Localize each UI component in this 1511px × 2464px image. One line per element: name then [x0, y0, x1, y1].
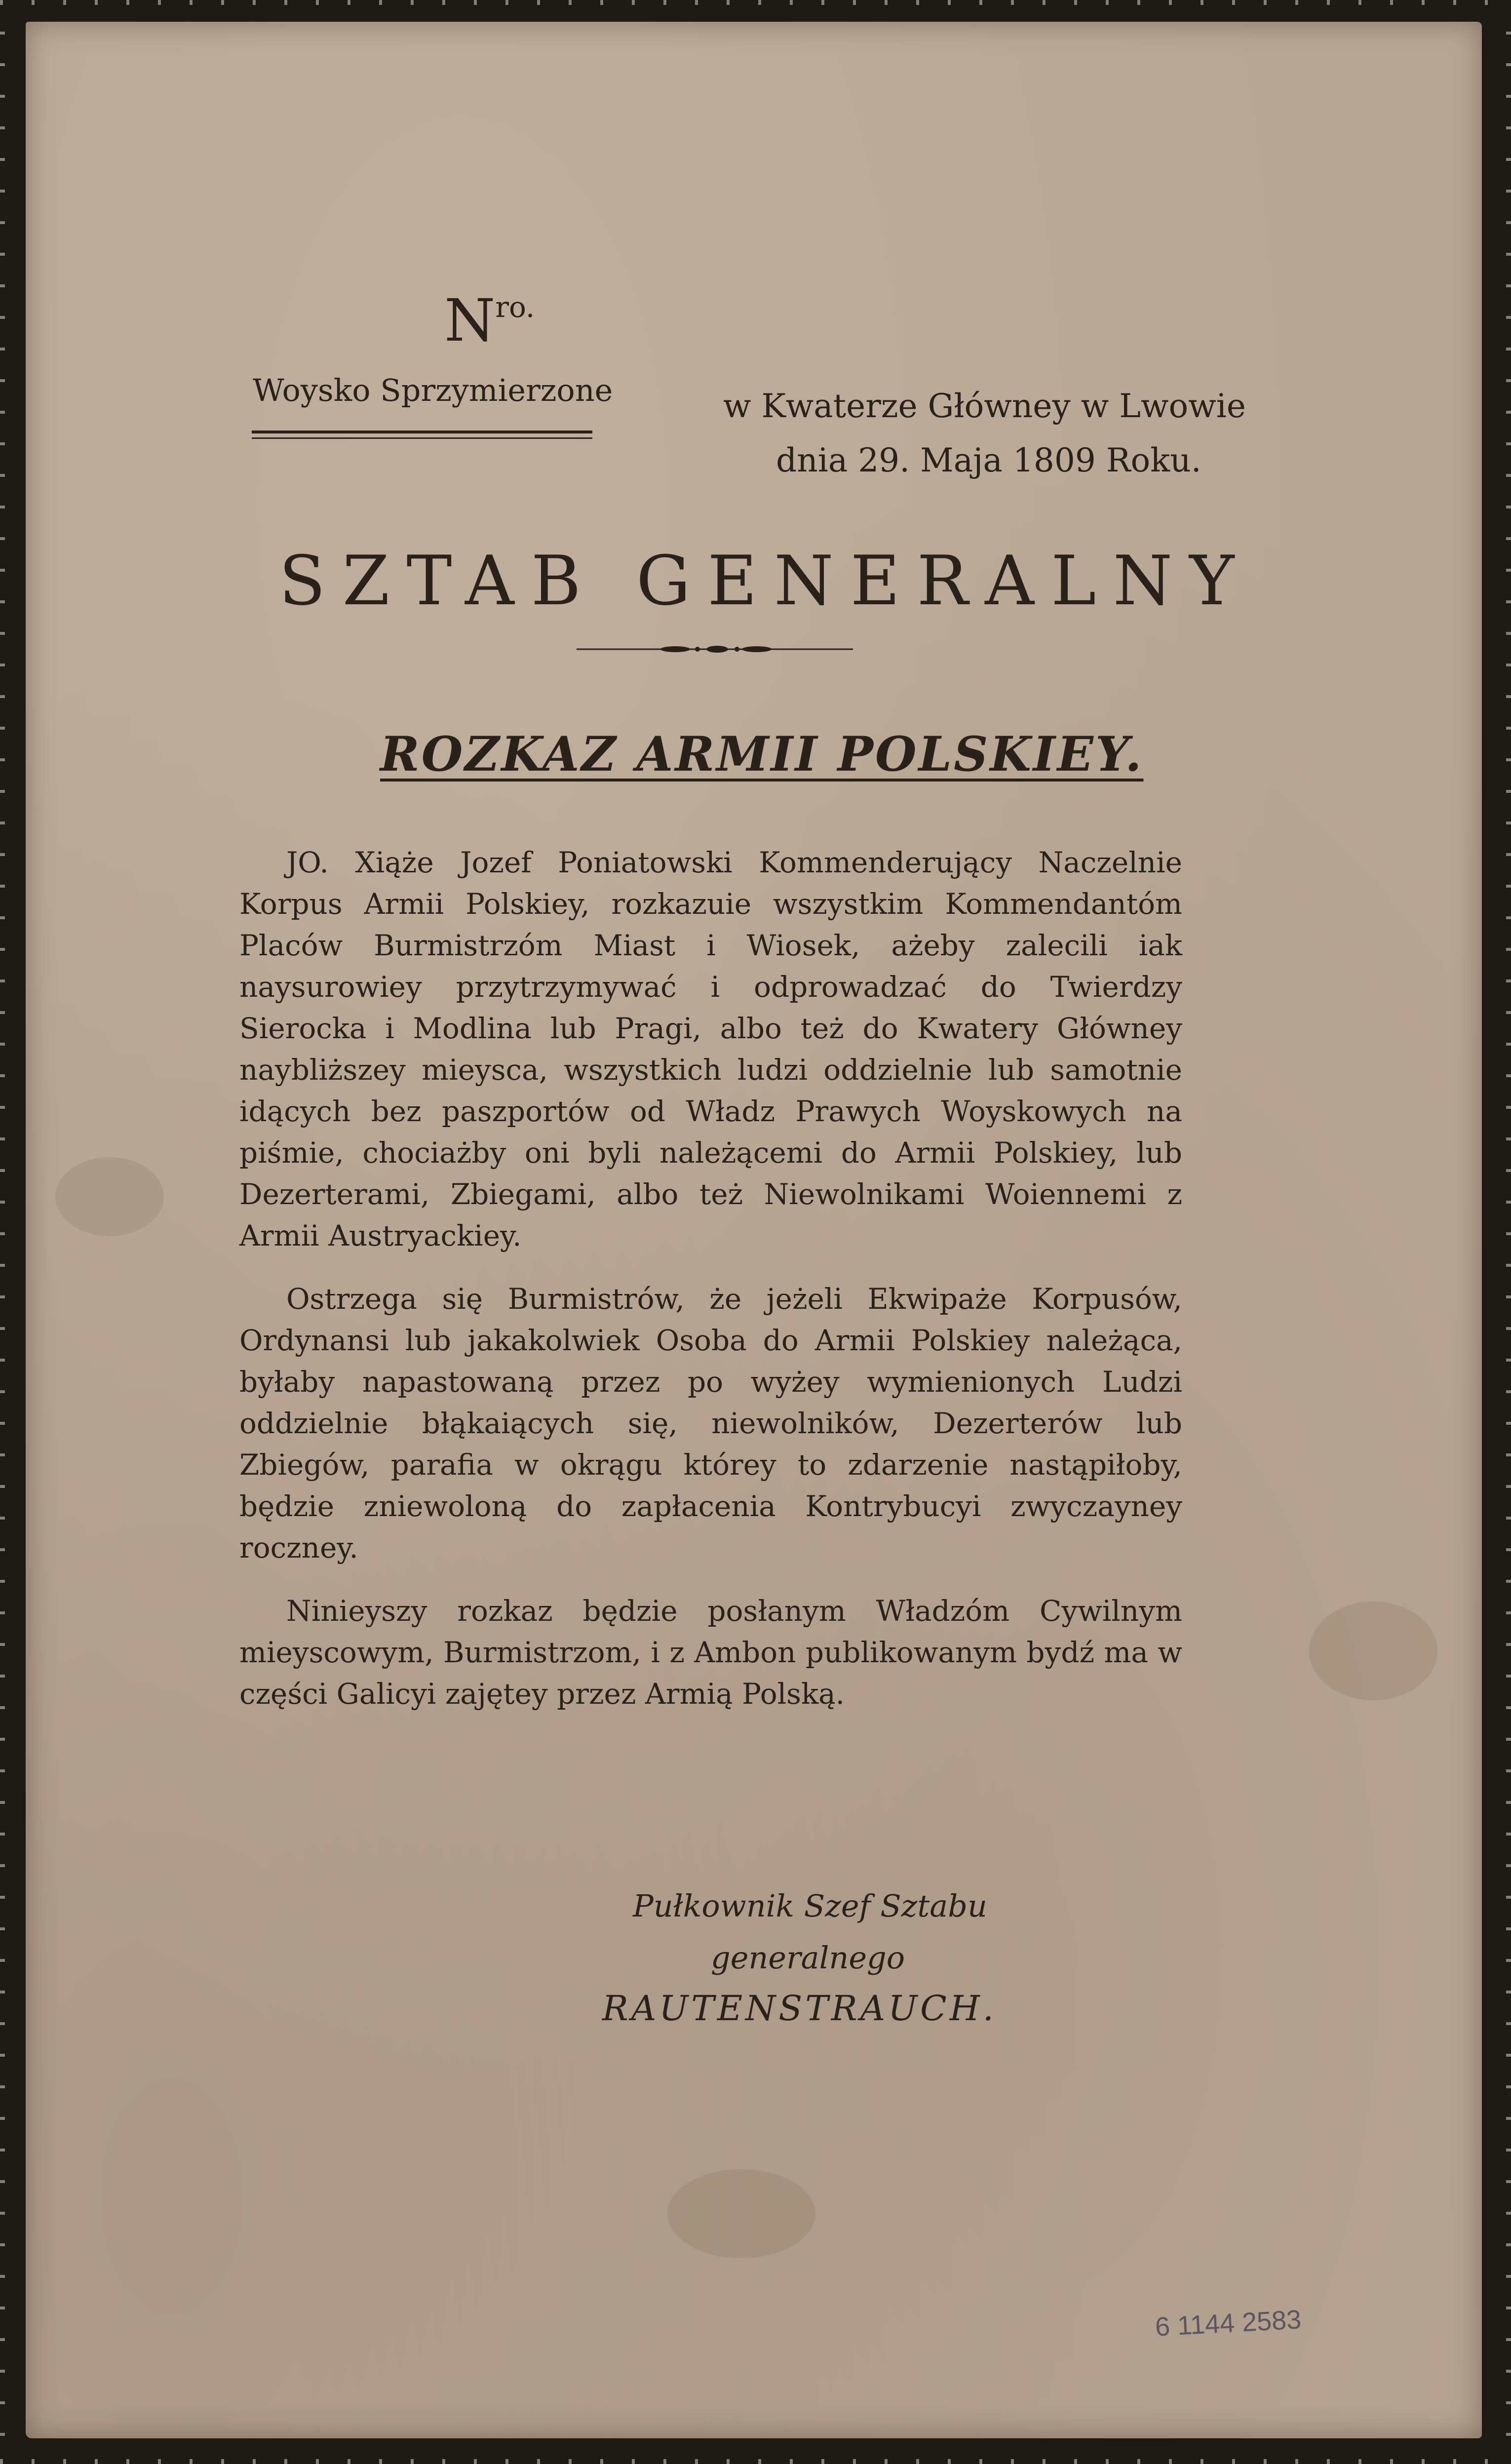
- paper-stain: [667, 2169, 815, 2258]
- signature-rank: Pułkownik Szef Sztabu: [633, 1888, 987, 1924]
- army-heading: Woysko Sprzymierzone: [253, 372, 613, 408]
- date-line: dnia 29. Maja 1809 Roku.: [776, 441, 1201, 479]
- army-rule-thick: [252, 430, 592, 433]
- place-line: w Kwaterze Główney w Lwowie: [723, 387, 1246, 425]
- paragraph-1: JO. Xiąże Jozef Poniatowski Kommenderujący Naczelnie Korpus Armii Polskiey, rozkazuie wszystkim Kommendantóm Placów Burmistrzóm Miast i Wiosek, ażeby zalecili iak naysurowiey przytrzymywać i odprowadzać do Twierdzy Sierocka i Modlina lub Pragi, albo też do Kwatery Główney naybliższey mieysca, wszystkich ludzi oddzielnie lub samotnie idących bez paszportów od Władz Prawych Woyskowych na piśmie, chociażby oni byli należącemi do Armii Polskiey, lub Dezerterami, Zbiegami, albo też Niewolnikami Woiennemi z Armii Austryackiey.: [239, 846, 1182, 1252]
- army-rule-thin: [252, 437, 592, 439]
- signature-office: generalnego: [711, 1940, 905, 1976]
- ornament-divider: [577, 642, 853, 657]
- nro-text: N: [444, 286, 496, 354]
- order-subtitle: ROZKAZ ARMII POLSKIEY.: [380, 726, 1144, 782]
- signature-name: RAUTENSTRAUCH.: [602, 1988, 997, 2029]
- paragraph-3: Ninieyszy rozkaz będzie posłanym Władzóm Cywilnym mieyscowym, Burmistrzom, i z Ambon publikowanym bydź ma w części Galicyi zajętey przez Armią Polską.: [239, 1594, 1182, 1711]
- paper-stain: [1309, 1602, 1437, 1700]
- paper-stain: [55, 1157, 164, 1236]
- order-body: [239, 842, 1182, 1736]
- document-title: SZTAB GENERALNY: [279, 541, 1251, 621]
- number-label: [444, 286, 535, 354]
- nro-superscript: ro.: [495, 290, 535, 324]
- archive-stamp: 6 1144 2583: [1154, 2305, 1302, 2342]
- paragraph-2: Ostrzega się Burmistrów, że jeżeli Ekwipaże Korpusów, Ordynansi lub jakakolwiek Osoba do Armii Polskiey należąca, byłaby napastowaną przez po wyżey wymienionych Ludzi oddzielnie błąkaiących się, niewolników, Dezerterów lub Zbiegów, parafia w okrągu którey to zdarzenie nastąpiłoby, będzie zniewoloną do zapłacenia Kontrybucyi zwyczayney roczney.: [239, 1282, 1182, 1564]
